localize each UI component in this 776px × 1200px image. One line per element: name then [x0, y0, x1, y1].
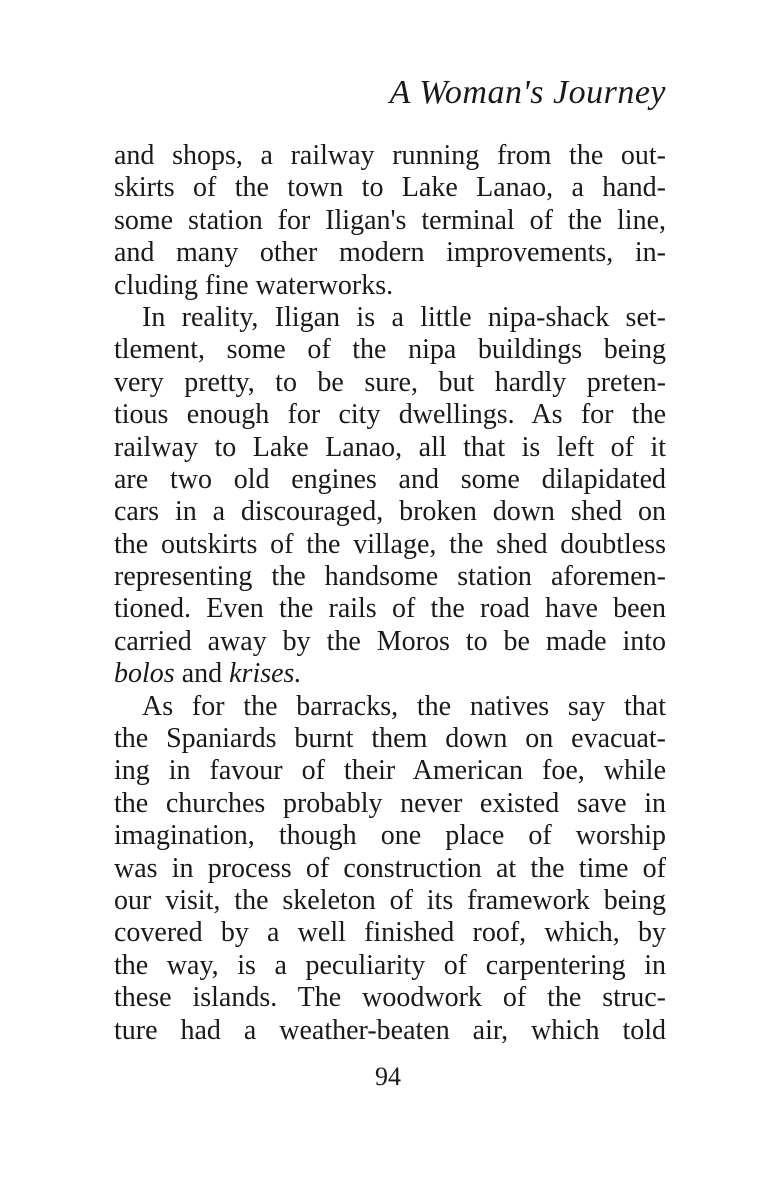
text-line: cluding fine waterworks.: [114, 269, 394, 301]
text-line: covered by a well finished roof, which, by: [114, 917, 666, 949]
text-line: are two old engines and some dilapidated: [114, 463, 666, 495]
text-line: and many other modern improvements, in-: [114, 237, 666, 269]
text-line: cars in a discouraged, broken down shed on: [114, 496, 666, 528]
text-line-italic-terms: [114, 658, 666, 690]
text-line: carried away by the Moros to be made into: [114, 625, 666, 657]
text-line: these islands. The woodwork of the struc-: [114, 982, 666, 1014]
text-line: tlement, some of the nipa buildings being: [114, 334, 666, 366]
text-line: ing in favour of their American foe, while: [114, 755, 666, 787]
text-line: As for the barracks, the natives say that: [142, 690, 666, 722]
text-line: representing the handsome station aforemen-: [114, 561, 666, 593]
text-line: tioned. Even the rails of the road have been: [114, 593, 666, 625]
body-text: [114, 140, 666, 1047]
italic-term-bolos: bolos: [114, 658, 175, 690]
text-line: some station for Iligan's terminal of the line,: [114, 204, 666, 236]
italic-term-krises: krises.: [229, 658, 302, 690]
paragraph-1: [114, 140, 666, 302]
text-line: the outskirts of the village, the shed doubtless: [114, 528, 666, 560]
text-line: ture had a weather-beaten air, which told: [114, 1014, 666, 1046]
text-line: very pretty, to be sure, but hardly preten-: [114, 366, 666, 398]
text-line: In reality, Iligan is a little nipa-shack set-: [142, 301, 666, 333]
text-line: our visit, the skeleton of its framework being: [114, 884, 666, 916]
paragraph-3: [114, 691, 666, 1047]
text-line: the churches probably never existed save in: [114, 787, 666, 819]
text-line: and shops, a railway running from the out-: [114, 140, 666, 171]
text-line: tious enough for city dwellings. As for the: [114, 399, 666, 431]
text-line: the Spaniards burnt them down on evacuat-: [114, 723, 666, 755]
text-line: imagination, though one place of worship: [114, 820, 666, 852]
page-number: 94: [375, 1062, 401, 1091]
connector-text: and: [174, 658, 230, 690]
paragraph-2: [114, 302, 666, 691]
text-line: skirts of the town to Lake Lanao, a hand-: [114, 172, 666, 204]
text-line: was in process of construction at the time of: [114, 852, 666, 884]
running-head: A Woman's Journey: [389, 74, 666, 111]
text-line: the way, is a peculiarity of carpentering in: [114, 949, 666, 981]
text-line: railway to Lake Lanao, all that is left of it: [114, 431, 666, 463]
